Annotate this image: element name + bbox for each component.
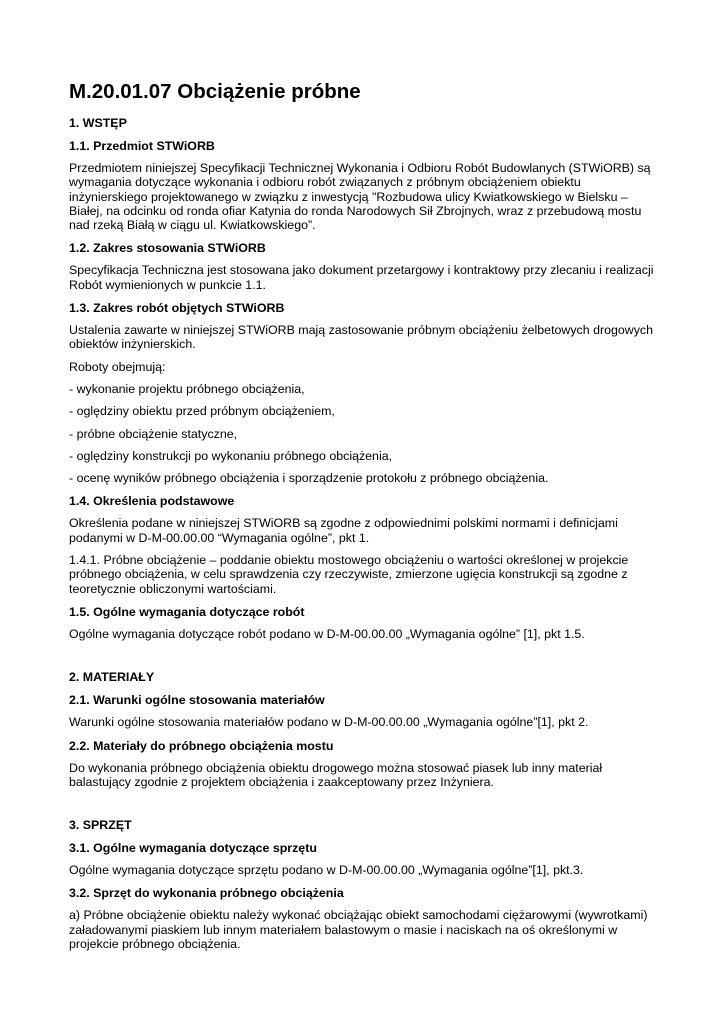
list-item: - ocenę wyników próbnego obciążenia i sporządzenie protokołu z próbnego obciążenia. [69,471,549,486]
paragraph-1-4: Określenia podane w niniejszej STWiORB są zgodne z odpowiednimi polskimi normami i definicjami podanymi w D-M-00.00.00 “Wymagania ogólne”, pkt 1. [69,516,618,545]
section-spacer [69,797,659,817]
section-3-heading: 3. SPRZĘT [69,818,132,833]
section-2-heading: 2. MATERIAŁY [69,670,155,685]
heading-2-1: 2.1. Warunki ogólne stosowania materiałów [69,693,325,708]
list-item: - oględziny konstrukcji po wykonaniu próbnego obciążenia, [69,448,393,463]
heading-3-1: 3.1. Ogólne wymagania dotyczące sprzętu [69,841,317,856]
paragraph-1-2: Specyfikacja Techniczna jest stosowana jako dokument przetargowy i kontraktowy przy zlecaniu i realizacji Robót wymienionych w punkcie 1.1. [69,263,654,292]
heading-1-1: 1.1. Przedmiot STWiORB [69,139,215,153]
list-item: - próbne obciążenie statyczne, [69,426,238,441]
paragraph-3-2: a) Próbne obciążenie obiektu należy wykonać obciążając obiekt samochodami ciężarowymi (wywrotkami) załadowanymi piaskiem lub innym materiałem balastowym o masie i naciskach na oś określonymi w projekcie próbnego obciążenia. [69,908,648,952]
paragraph-1-5: Ogólne wymagania dotyczące robót podano w D-M-00.00.00 „Wymagania ogólne” [1], pkt 1.5. [69,626,585,641]
heading-1-2: 1.2. Zakres stosowania STWiORB [69,241,266,256]
paragraph-2-2: Do wykonania próbnego obciążenia obiektu drogowego można stosować piasek lub inny materiał balastujący zgodnie z projektem obciążenia i zaakceptowany przez Inżyniera. [69,760,603,789]
paragraph-1-1: Przedmiotem niniejszej Specyfikacji Technicznej Wykonania i Odbioru Robót Budowlanych (STWiORB) są wymagania dotyczące wykonania i odbioru robót związanych z próbnym obciążeniem obiektu inżynierskiego projektowanego w związku z inwestycją "Rozbudowa ulicy Kwiatkowskiego w Bielsku – Białej, na odcinku od ronda ofiar Katynia do ronda Narodowych Sił Zbrojnych, wraz z przebudową mostu nad rzeką Białą w ciągu ul. Kwiatkowskiego”. [69,161,651,233]
list-item: - oględziny obiektu przed próbnym obciążeniem, [69,404,335,419]
paragraph-2-1: Warunki ogólne stosowania materiałów podano w D-M-00.00.00 „Wymagania ogólne”[1], pkt 2. [69,715,589,730]
heading-1-5: 1.5. Ogólne wymagania dotyczące robót [69,604,305,619]
list-item: - wykonanie projektu próbnego obciążenia, [69,381,305,396]
document-title: M.20.01.07 Obciążenie próbne [69,80,361,103]
paragraph-3-1: Ogólne wymagania dotyczące sprzętu podano w D-M-00.00.00 „Wymagania ogólne”[1], pkt.3. [69,863,584,878]
heading-1-3: 1.3. Zakres robót objętych STWiORB [69,301,285,316]
section-spacer [69,649,659,669]
paragraph-1-3-intro: Roboty obejmują: [69,359,166,374]
document-page [69,78,659,959]
heading-3-2: 3.2. Sprzęt do wykonania próbnego obciążenia [69,886,344,901]
paragraph-1-3: Ustalenia zawarte w niniejszej STWiORB mają zastosowanie próbnym obciążeniu żelbetowych drogowych obiektów inżynierskich. [69,323,653,352]
heading-2-2: 2.2. Materiały do próbnego obciążenia mostu [69,738,334,753]
heading-1-4: 1.4. Określenia podstawowe [69,494,235,509]
section-1-heading: 1. WSTĘP [69,116,127,130]
paragraph-1-4-1: 1.4.1. Próbne obciążenie – poddanie obiektu mostowego obciążeniu o wartości określonej w projekcie próbnego obciążenia, w celu sprawdzenia czy rzeczywiste, zmierzone ugięcia konstrukcji są zgodne z teoretycznie obliczonymi wartościami. [69,553,629,596]
